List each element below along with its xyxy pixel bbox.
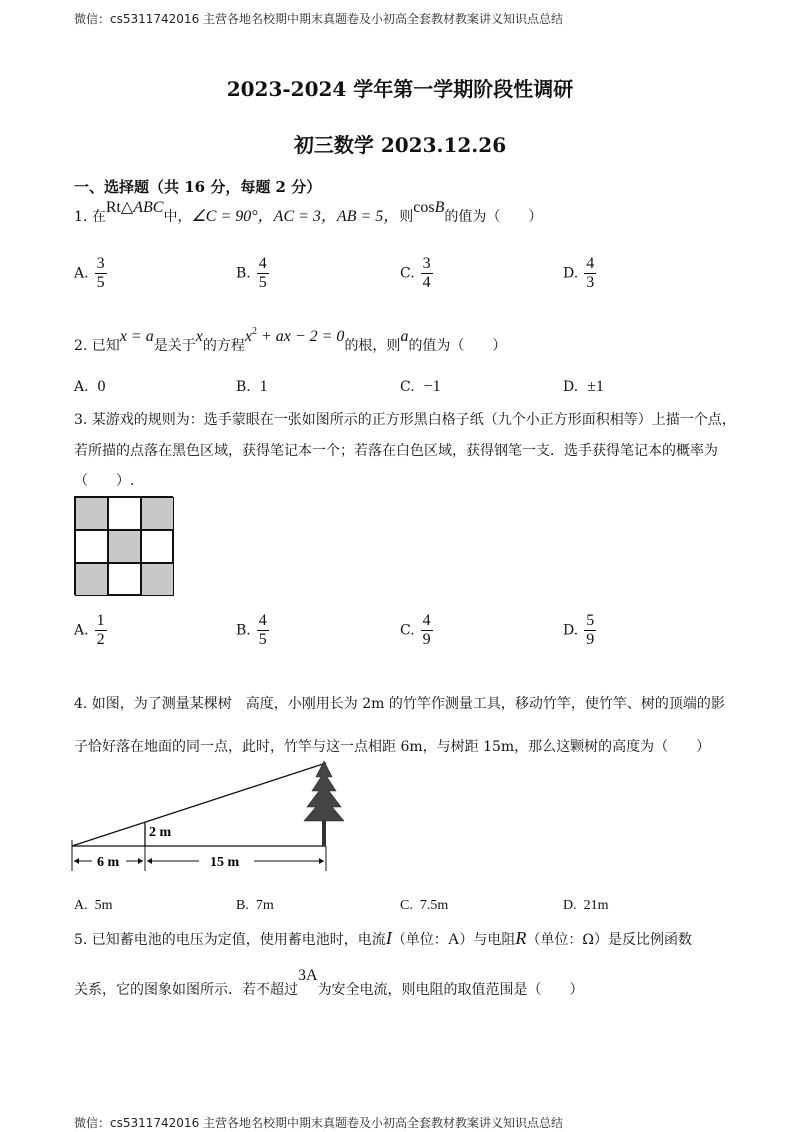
- question-4-line-1: 4. 如图，为了测量某棵树 高度，小刚用长为 2m 的竹竿作测量工具，移动竹竿，使竹竿、树的顶端的影: [74, 696, 725, 712]
- q4-option-c[interactable]: [400, 898, 448, 914]
- option-label: D.: [563, 265, 579, 282]
- arrowhead-right-icon: [319, 858, 324, 864]
- option-label: A.: [74, 379, 89, 395]
- q3-option-b[interactable]: [236, 612, 269, 649]
- fraction-denominator: 2: [96, 631, 105, 648]
- fraction-denominator: 9: [422, 631, 431, 648]
- option-label: B.: [236, 379, 251, 395]
- q4-option-b[interactable]: [236, 898, 274, 914]
- q2-text-1: 已知: [91, 338, 120, 354]
- option-label: D.: [563, 898, 577, 913]
- q5-text-6: 为安全电流，则电阻的取值范围是（ ）: [317, 982, 584, 998]
- fraction-numerator: 3: [422, 255, 431, 272]
- q1-option-a[interactable]: [74, 255, 107, 292]
- q2-option-d[interactable]: [563, 378, 604, 396]
- grid-cell-black: [75, 497, 108, 530]
- option-label: C.: [400, 898, 413, 913]
- grid-cell-white: [75, 530, 108, 563]
- grid-cell-white: [141, 530, 174, 563]
- q1-text-1: 在: [91, 209, 106, 225]
- page-header: 微信：cs5311742016 主营各地名校期中期末真题卷及小初高全套教材教案讲义知识点总结: [74, 12, 564, 26]
- fraction-numerator: 4: [258, 612, 267, 629]
- option-value: ±1: [587, 378, 604, 395]
- option-label: C.: [400, 379, 415, 395]
- option-value: 21m: [583, 898, 609, 913]
- grid-cell-black: [75, 563, 108, 596]
- q2-a: a: [400, 328, 409, 345]
- arrowhead-left-icon: [74, 858, 79, 864]
- pole-label: 2 m: [149, 825, 172, 840]
- option-label: D.: [563, 379, 579, 395]
- q5-i: I: [385, 928, 392, 948]
- question-1: [74, 199, 543, 226]
- page-footer: 微信：cs5311742016 主营各地名校期中期末真题卷及小初高全套教材教案讲义知识点总结: [74, 1116, 564, 1130]
- question-3-line-1: 3. 某游戏的规则为：选手蒙眼在一张如图所示的正方形黑白格子纸（九个小正方形面积相等）上描一个点，: [74, 412, 736, 428]
- q5-text-2: （单位：: [391, 932, 448, 948]
- page-subtitle: 初三数学 2023.12.26: [293, 133, 507, 157]
- fraction-numerator: 4: [586, 255, 595, 272]
- q2-text-3: 的方程: [202, 338, 245, 354]
- eq-x: x: [244, 328, 252, 345]
- fraction-numerator: 5: [586, 612, 595, 629]
- q4-option-a[interactable]: [74, 898, 113, 914]
- q1-ab: AB = 5，: [336, 208, 400, 225]
- tree-icon: [304, 761, 344, 821]
- q5-text-3: ）与电阻: [459, 932, 516, 948]
- fraction-numerator: 4: [422, 612, 431, 629]
- grid-cell-black: [108, 530, 141, 563]
- fraction: [95, 255, 107, 292]
- question-4-line-2: 子恰好落在地面的同一点，此时，竹竿与这一点相距 6m，与树距 15m，那么这颗树的高度为（ ）: [74, 739, 711, 755]
- distance-6-label: 6 m: [97, 855, 120, 870]
- q1-rt: Rt△: [105, 199, 134, 216]
- q1-number: 1.: [74, 209, 88, 225]
- fraction: [257, 612, 269, 649]
- q2-number: 2.: [74, 338, 88, 354]
- q2-equation: [244, 326, 345, 345]
- fraction-denominator: 5: [258, 631, 267, 648]
- fraction: [584, 612, 596, 649]
- q1-text-2: 中，: [163, 209, 192, 225]
- q2-option-a[interactable]: [74, 378, 105, 396]
- q3-option-d[interactable]: [563, 612, 596, 649]
- fraction-numerator: 3: [96, 255, 105, 272]
- fraction-numerator: 1: [96, 612, 105, 629]
- q5-r: R: [515, 928, 527, 948]
- option-value: −1: [423, 378, 441, 395]
- tree-measurement-figure: [64, 755, 344, 875]
- option-label: C.: [400, 622, 415, 639]
- q3-option-a[interactable]: [74, 612, 107, 649]
- option-label: A.: [74, 898, 88, 913]
- q3-option-c[interactable]: [400, 612, 433, 649]
- q1-option-c[interactable]: [400, 255, 433, 292]
- grid-cell-black: [141, 497, 174, 530]
- option-label: A.: [74, 622, 89, 639]
- page-title: 2023-2024 学年第一学期阶段性调研: [226, 77, 574, 101]
- question-5-line-1: [74, 928, 692, 949]
- q1-b: B: [434, 199, 445, 216]
- fraction-denominator: 9: [586, 631, 595, 648]
- option-label: B.: [236, 898, 249, 913]
- fraction: [421, 255, 433, 292]
- q2-option-c[interactable]: [400, 378, 441, 396]
- option-value: 0: [97, 378, 106, 395]
- q5-unit-a: A: [447, 931, 460, 948]
- q1-abc: ABC: [133, 199, 164, 216]
- q1-angle: ∠C = 90°，: [191, 208, 274, 225]
- option-value: 5m: [94, 898, 113, 913]
- eq-exponent: 2: [251, 326, 257, 337]
- checker-grid: [74, 496, 173, 595]
- q5-text-1: 5. 已知蓄电池的电压为定值，使用蓄电池时，电流: [74, 932, 386, 948]
- option-label: A.: [74, 265, 89, 282]
- q5-text-4: （单位：Ω）是反比例函数: [526, 932, 692, 948]
- grid-cell-white: [108, 563, 141, 596]
- question-3-line-3: （ ）.: [74, 473, 135, 489]
- grid-cell-black: [141, 563, 174, 596]
- sight-line: [72, 763, 326, 846]
- q1-text-4: 的值为（ ）: [444, 209, 543, 225]
- option-value: 7.5m: [419, 898, 449, 913]
- option-label: B.: [236, 622, 251, 639]
- q1-ac: AC = 3，: [273, 208, 337, 225]
- option-value: 7m: [255, 898, 274, 913]
- q2-text-2: 是关于: [153, 338, 196, 354]
- fraction-denominator: 5: [96, 274, 105, 291]
- q1-text-3: 则: [399, 209, 414, 225]
- fraction-numerator: 4: [258, 255, 267, 272]
- q1-option-d[interactable]: [563, 255, 596, 292]
- fraction-denominator: 5: [258, 274, 267, 291]
- eq-rest: + ax − 2 = 0: [256, 328, 345, 345]
- q2-xa: x = a: [119, 328, 154, 345]
- fraction: [257, 255, 269, 292]
- option-label: D.: [563, 622, 579, 639]
- option-label: C.: [400, 265, 415, 282]
- q5-text-5: 关系，它的图象如图所示．若不超过: [74, 982, 298, 998]
- arrowhead-left-icon: [147, 858, 152, 864]
- question-5-line-2: [74, 967, 584, 999]
- fraction: [421, 612, 433, 649]
- question-2: [74, 326, 507, 355]
- option-label: B.: [236, 265, 251, 282]
- distance-15-label: 15 m: [210, 855, 240, 870]
- fraction-denominator: 3: [586, 274, 595, 291]
- q2-x: x: [195, 328, 203, 345]
- question-3-line-2: 若所描的点落在黑色区域，获得笔记本一个；若落在白色区域，获得钢笔一支．选手获得笔记本的概率为: [74, 443, 718, 459]
- q2-text-5: 的值为（ ）: [408, 338, 507, 354]
- section-heading: 一、选择题（共 16 分，每题 2 分）: [74, 178, 322, 196]
- q4-option-d[interactable]: [563, 898, 609, 914]
- q1-option-b[interactable]: [236, 255, 269, 292]
- option-value: 1: [259, 378, 268, 395]
- grid-cell-white: [108, 497, 141, 530]
- fraction: [584, 255, 596, 292]
- q2-option-b[interactable]: [236, 378, 268, 396]
- q2-text-4: 的根，则: [344, 338, 401, 354]
- fraction-denominator: 4: [422, 274, 431, 291]
- arrowhead-right-icon: [138, 858, 143, 864]
- q5-value-3a: 3A: [298, 967, 318, 984]
- fraction: [95, 612, 107, 649]
- q1-cos: cos: [413, 199, 435, 216]
